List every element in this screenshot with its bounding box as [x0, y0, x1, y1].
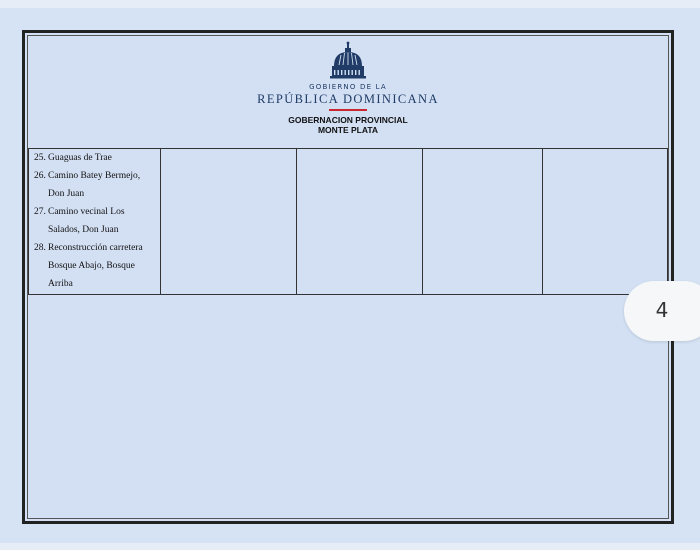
- project-list-cell: [29, 149, 161, 295]
- empty-cell: [161, 149, 297, 295]
- top-edge: [0, 0, 700, 8]
- empty-cell: [543, 149, 668, 295]
- project-list: [29, 149, 160, 293]
- projects-table: [28, 148, 668, 295]
- office-line-1: GOBERNACION PROVINCIAL: [288, 115, 408, 125]
- page-number: 4: [655, 298, 669, 322]
- page-number-badge[interactable]: [624, 281, 700, 341]
- office-line-2: MONTE PLATA: [317, 125, 379, 135]
- item-number: 26.: [34, 171, 46, 181]
- empty-cell: [297, 149, 423, 295]
- office-title: [25, 115, 671, 135]
- list-item: [29, 149, 160, 167]
- item-text: Guaguas de Trae: [48, 153, 112, 163]
- item-number: 27.: [34, 207, 46, 217]
- item-text: Reconstrucción carretera Bosque Abajo, Bosque Arriba: [48, 243, 143, 289]
- item-number: 25.: [34, 153, 46, 163]
- accent-rule: [329, 109, 367, 111]
- item-text: Camino vecinal Los Salados, Don Juan: [48, 207, 125, 235]
- item-text: Camino Batey Bermejo, Don Juan: [48, 171, 141, 199]
- table-row: [29, 149, 668, 295]
- country-name: REPÚBLICA DOMINICANA: [257, 92, 439, 106]
- letterhead: [25, 41, 671, 135]
- gov-subtitle: GOBIERNO DE LA: [309, 83, 387, 91]
- item-number: 28.: [34, 243, 46, 253]
- government-dome-icon: [326, 41, 370, 81]
- empty-cell: [423, 149, 543, 295]
- list-item: [29, 167, 160, 203]
- bottom-edge: [0, 543, 700, 550]
- list-item: [29, 239, 160, 293]
- list-item: [29, 203, 160, 239]
